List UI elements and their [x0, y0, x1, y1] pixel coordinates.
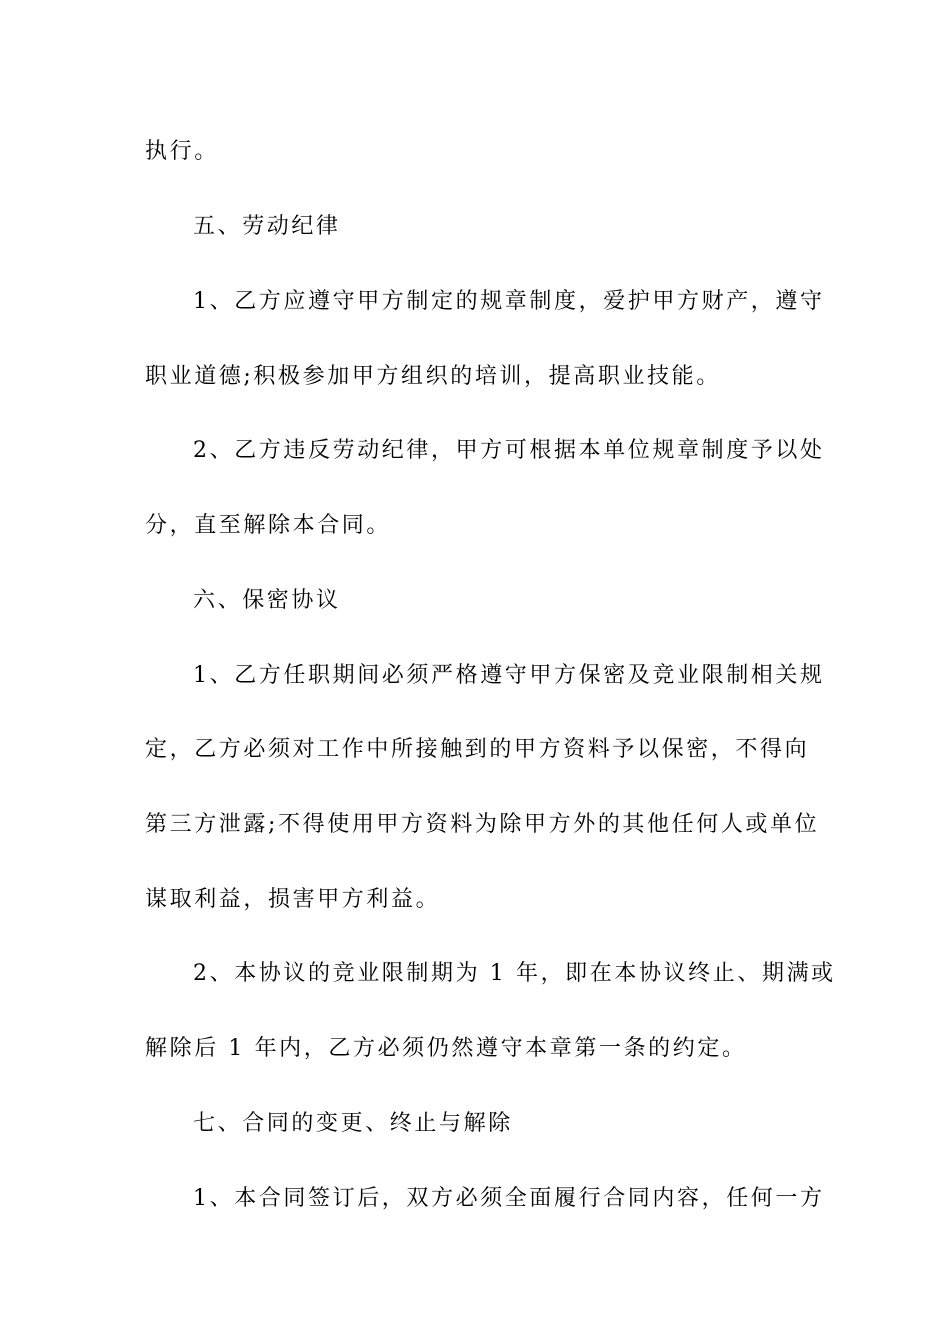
paragraph-line: 1、乙方应遵守甲方制定的规章制度，爱护甲方财产，遵守	[193, 289, 825, 314]
paragraph-line: 分，直至解除本合同。	[145, 513, 392, 538]
section-heading-contract-changes: 七、合同的变更、终止与解除	[193, 1111, 513, 1136]
paragraph-line: 2、本协议的竞业限制期为 1 年，即在本协议终止、期满或	[193, 961, 836, 986]
paragraph-line: 谋取利益，损害甲方利益。	[145, 887, 441, 912]
paragraph-line: 解除后 1 年内，乙方必须仍然遵守本章第一条的约定。	[145, 1036, 747, 1061]
paragraph-line: 职业道德;积极参加甲方组织的培训，提高职业技能。	[145, 364, 721, 389]
paragraph-line: 第三方泄露;不得使用甲方资料为除甲方外的其他任何人或单位	[145, 812, 820, 837]
section-heading-confidentiality: 六、保密协议	[193, 588, 341, 613]
paragraph-line: 2、乙方违反劳动纪律，甲方可根据本单位规章制度予以处	[193, 438, 825, 463]
section-heading-labor-discipline: 五、劳动纪律	[193, 214, 341, 239]
text-line-continuation: 执行。	[145, 139, 219, 164]
paragraph-line: 定，乙方必须对工作中所接触到的甲方资料予以保密，不得向	[145, 737, 810, 762]
paragraph-line: 1、乙方任职期间必须严格遵守甲方保密及竞业限制相关规	[193, 663, 825, 688]
paragraph-line: 1、本合同签订后，双方必须全面履行合同内容，任何一方	[193, 1186, 825, 1211]
